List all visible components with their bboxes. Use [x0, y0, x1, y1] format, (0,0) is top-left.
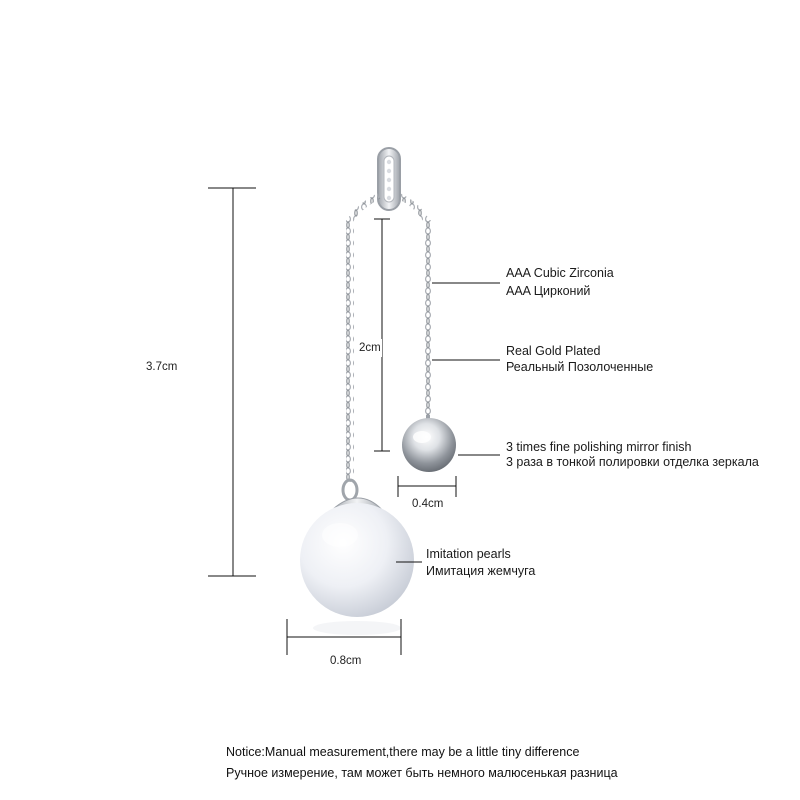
callout-plating-en: Real Gold Plated — [506, 344, 601, 358]
callout-polish-ru: 3 раза в тонкой полировки отделка зеркала — [506, 455, 759, 469]
callout-polish-en: 3 times fine polishing mirror finish — [506, 440, 692, 454]
notice-ru: Ручное измерение, там может быть немного малюсенькая разница — [226, 766, 618, 780]
callout-plating-ru: Реальный Позолоченные — [506, 360, 654, 374]
ball-width-dimension — [398, 476, 456, 497]
total-length-dimension — [208, 188, 256, 576]
callout-pearl-en: Imitation pearls — [426, 547, 511, 561]
callout-zirconia-en: AAA Cubic Zirconia — [506, 266, 614, 280]
ball-width-label: 0.4cm — [412, 498, 444, 510]
polished-ball-icon — [402, 415, 456, 472]
pearl-width-label: 0.8cm — [330, 655, 362, 667]
pearl-icon — [300, 480, 414, 635]
chain-length-label: 2cm — [358, 339, 382, 357]
chain-length-dimension — [374, 219, 390, 451]
callout-pearl-ru: Имитация жемчуга — [426, 564, 536, 578]
notice-en: Notice:Manual measurement,there may be a little tiny difference — [226, 745, 580, 759]
total-length-label: 3.7cm — [146, 361, 178, 373]
callout-leaders — [396, 283, 500, 562]
zirconia-ring-icon — [378, 148, 400, 210]
callout-zirconia-ru: AAA Цирконий — [506, 284, 591, 298]
